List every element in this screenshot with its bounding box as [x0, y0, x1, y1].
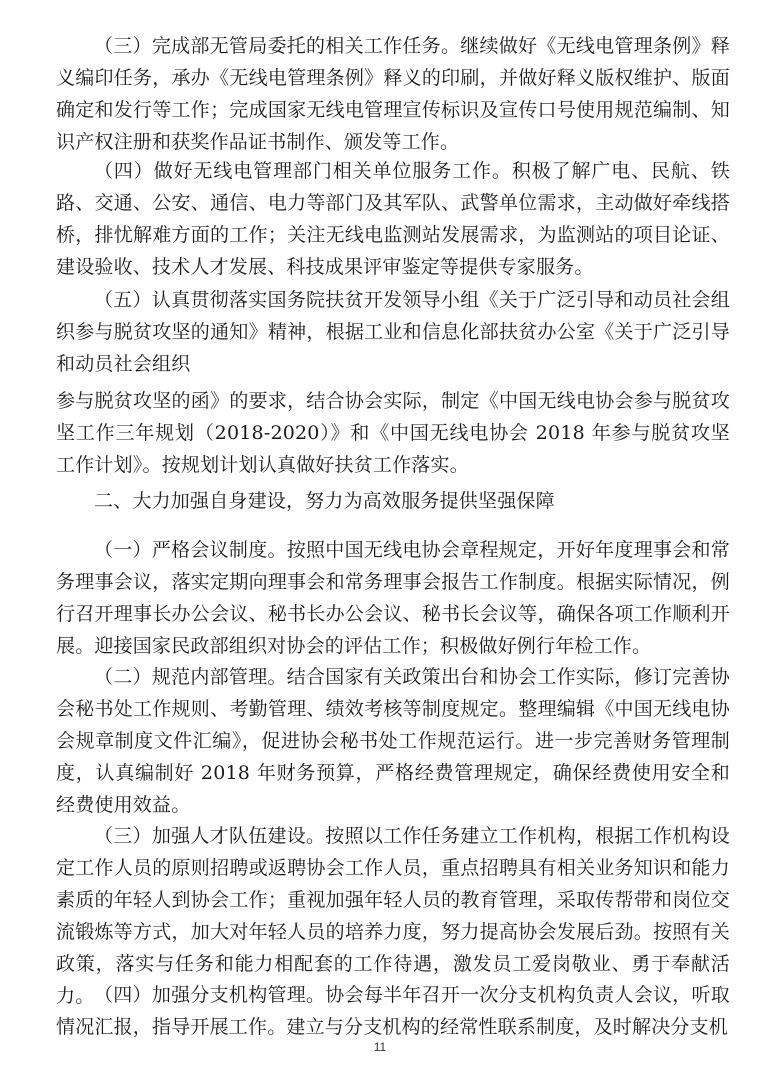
paragraph-talent-team: （三）加强人才队伍建设。按照以工作任务建立工作机构，根据工作机构设定工作人员的原则招聘或返聘协会工作人员，重点招聘具有相关业务知识和能力素质的年轻人到协会工作；重视加强年轻人员的教育管理，采取传帮带和岗位交流锻炼等方式，加大对年轻人员的培养力度，努力提高协会发展后劲。按照有关政策，落实与任务和能力相配套的工作待遇，激发员工爱岗敬业、勇于奉献活力。 — [56, 825, 730, 1007]
paragraph-task-4: （四）做好无线电管理部门相关单位服务工作。积极了解广电、民航、铁路、交通、公安、通信、电力等部门及其军队、武警单位需求，主动做好牵线搭桥，排忧解难方面的工作；关注无线电监测站发展需求，为监测站的项目论证、建设验收、技术人才发展、科技成果评审鉴定等提供专家服务。 — [56, 160, 730, 278]
paragraph-meeting-system: （一）严格会议制度。按照中国无线电协会章程规定，开好年度理事会和常务理事会议，落实定期向理事会和常务理事会报告工作制度。根据实际情况，例行召开理事长办公会议、秘书长办公会议、秘书长会议等，确保各项工作顺利开展。迎接国家民政部组织对协会的评估工作；积极做好例行年检工作。 — [56, 539, 730, 657]
page-number: 11 — [373, 1040, 387, 1054]
paragraph-branch-management: （四）加强分支机构管理。协会每半年召开一次分支机构负责人会议，听取情况汇报，指导开展工作。建立与分支机构的经常性联系制度，及时解决分支机 — [56, 984, 730, 1038]
section-heading-self-building: 二、大力加强自身建设，努力为高效服务提供坚强保障 — [94, 490, 555, 512]
paragraph-task-3: （三）完成部无管局委托的相关工作任务。继续做好《无线电管理条例》释义编印任务，承办《无线电管理条例》释义的印刷，并做好释义版权维护、版面确定和发行等工作；完成国家无线电管理宣传标识及宣传口号使用规范编制、知识产权注册和获奖作品证书制作、颁发等工作。 — [56, 35, 730, 153]
paragraph-internal-management: （二）规范内部管理。结合国家有关政策出台和协会工作实际，修订完善协会秘书处工作规则、考勤管理、绩效考核等制度规定。整理编辑《中国无线电协会规章制度文件汇编》，促进协会秘书处工作规范运行。进一步完善财务管理制度，认真编制好 2018 年财务预算，严格经费管理规定，确保经费使用安全和经费使用效益。 — [56, 666, 730, 816]
paragraph-task-5-continued: 参与脱贫攻坚的函》的要求，结合协会实际，制定《中国无线电协会参与脱贫攻坚工作三年规划（2018-2020）》和《中国无线电协会 2018 年参与脱贫攻坚工作计划》。按规划计划认真做好扶贫工作落实。 — [56, 390, 730, 476]
paragraph-task-5: （五）认真贯彻落实国务院扶贫开发领导小组《关于广泛引导和动员社会组织参与脱贫攻坚的通知》精神，根据工业和信息化部扶贫办公室《关于广泛引导和动员社会组织 — [56, 289, 730, 375]
